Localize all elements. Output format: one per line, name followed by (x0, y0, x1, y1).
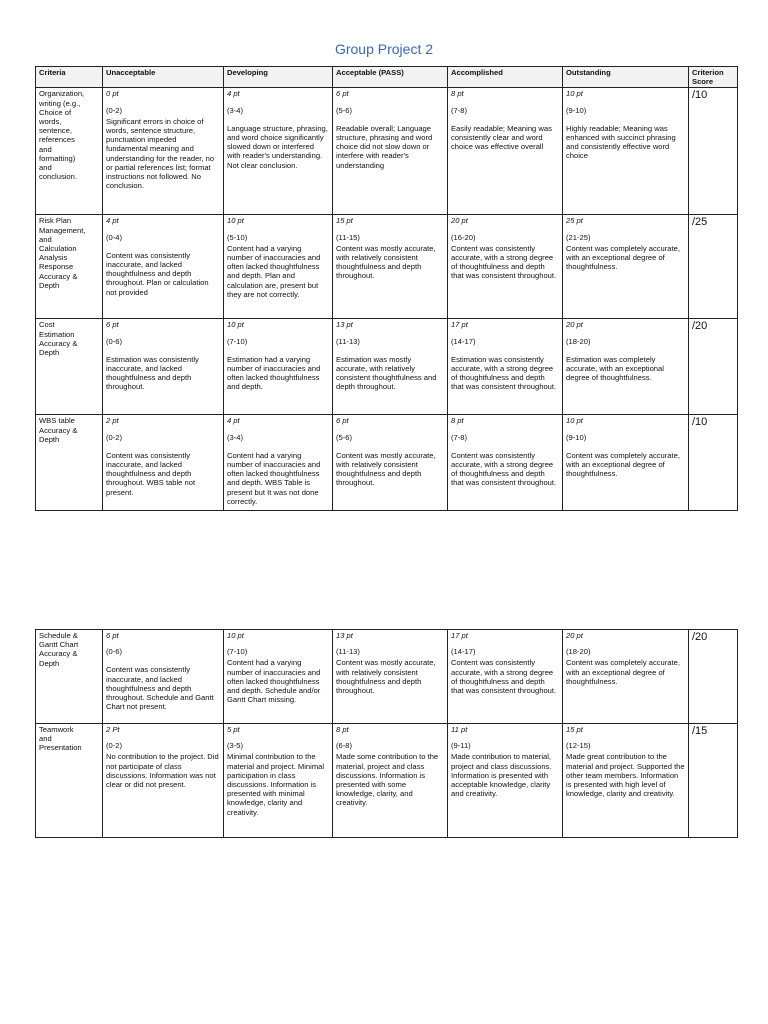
rating-description: Highly readable; Meaning was enhanced with succinct phrasing and consistently effective word choice (566, 123, 676, 161)
points-label: 15 pt (336, 216, 353, 226)
criteria-line: and (39, 163, 52, 173)
points-label: 10 pt (227, 216, 244, 226)
rating-cell-accomplished (448, 724, 563, 838)
points-label: 4 pt (227, 416, 240, 426)
rating-cell-acceptable (333, 415, 448, 511)
rating-description: Minimal contribution to the material and project. Minimal participation in class discussions. Information is presented with minimal knowledge, clarity and creativity. (227, 752, 325, 817)
points-range: (11-13) (336, 336, 360, 346)
rating-description: Estimation was completely accurate, with an exceptional degree of thoughtfulness. (566, 354, 664, 383)
points-label: 25 pt (566, 216, 583, 226)
points-range: (14-17) (451, 336, 476, 346)
points-range: (14-17) (451, 647, 476, 657)
criteria-line: Depth (39, 348, 60, 358)
rating-cell-outstanding (563, 415, 689, 511)
criteria-line: conclusion. (39, 172, 77, 182)
rating-cell-unacceptable (103, 415, 224, 511)
rubric-table-bottom (35, 629, 738, 838)
rating-description: Content was consistently inaccurate, and lacked thoughtfulness and depth throughout. Schedule and Gantt Chart not present. (106, 665, 214, 712)
criteria-cell (36, 415, 103, 511)
criterion-score: /25 (689, 215, 738, 319)
criteria-line: Accuracy & (39, 338, 78, 348)
points-label: 8 pt (336, 725, 349, 734)
criteria-line: Estimation (39, 329, 75, 339)
rating-description: Estimation was consistently inaccurate, and lacked thoughtfulness and depth throughout. (106, 354, 199, 392)
rating-description: Content was completely accurate, with an exceptional degree of thoughtfulness. (566, 243, 680, 272)
criterion-score: /10 (689, 88, 738, 215)
col-header-unacceptable: Unacceptable (103, 67, 224, 88)
rating-description: Content was completely accurate, with an exceptional degree of thoughtfulness. (566, 658, 680, 686)
rating-description: Made contribution to material, project and class discussions. Information is presented with acceptable knowledge, clarity and creativity. (451, 752, 552, 799)
points-label: 10 pt (227, 631, 244, 640)
col-header-acceptable: Acceptable (PASS) (333, 67, 448, 88)
points-label: 20 pt (451, 216, 468, 226)
rating-description: Content was consistently inaccurate, and lacked thoughtfulness and depth throughout. Plan or calculation not provided (106, 250, 209, 297)
points-range: (11-13) (336, 647, 360, 657)
table-row (36, 215, 738, 319)
criteria-line: and (39, 234, 52, 244)
criteria-cell (36, 724, 103, 838)
points-range: (3-4) (227, 105, 244, 115)
criteria-line: Depth (39, 434, 60, 444)
table-row (36, 630, 738, 724)
criterion-score: /20 (689, 630, 738, 724)
rating-cell-acceptable (333, 319, 448, 415)
criterion-score: /15 (689, 724, 738, 838)
points-range: (0-6) (106, 336, 123, 346)
criteria-line: Teamwork (39, 725, 74, 734)
points-range: (12-15) (566, 741, 591, 751)
points-label: 13 pt (336, 631, 353, 640)
rating-cell-developing (224, 630, 333, 724)
points-range: (6-8) (336, 741, 353, 751)
points-label: 10 pt (227, 320, 244, 330)
criteria-line: Depth (39, 658, 60, 668)
points-range: (0-4) (106, 232, 123, 242)
rating-description: Readable overall; Language structure, phrasing and word choice did not slow down or interfere with reader's understanding (336, 123, 433, 170)
criteria-line: Accuracy & (39, 425, 78, 435)
points-label: 6 pt (336, 416, 349, 426)
rating-cell-unacceptable (103, 88, 224, 215)
points-label: 6 pt (336, 89, 349, 99)
rating-cell-outstanding (563, 215, 689, 319)
rating-description: Estimation was consistently accurate, with a strong degree of thoughtfulness and depth that was consistent throughout. (451, 354, 557, 392)
points-label: 10 pt (566, 416, 583, 426)
points-range: (7-10) (227, 336, 248, 346)
rating-cell-acceptable (333, 724, 448, 838)
criteria-line: and (39, 734, 52, 744)
points-label: 2 pt (106, 416, 119, 426)
rating-cell-outstanding (563, 630, 689, 724)
points-range: (5-6) (336, 105, 353, 115)
points-range: (9-10) (566, 105, 587, 115)
rating-description: Content was completely accurate, with an exceptional degree of thoughtfulness. (566, 450, 680, 479)
rating-cell-accomplished (448, 319, 563, 415)
points-range: (3-5) (227, 741, 244, 751)
points-label: 2 Pt (106, 725, 120, 734)
criteria-line: references (39, 135, 75, 145)
rating-cell-outstanding (563, 88, 689, 215)
rating-cell-outstanding (563, 319, 689, 415)
rating-description: Content had a varying number of inaccuracies and often lacked thoughtfulness and depth. WBS Table is present but It was not done correctly. (227, 450, 321, 506)
table-row (36, 724, 738, 838)
points-range: (18-20) (566, 336, 591, 346)
rating-description: Content was mostly accurate, with relatively consistent thoughtfulness and depth throughout. (336, 658, 436, 696)
points-range: (16-20) (451, 232, 476, 242)
rating-description: Significant errors in choice of words, sentence structure, punctuation impeded fundamental meaning and understanding for the reader, no or partial references list; format instructions not followed. No conclusion. (106, 116, 215, 191)
points-label: 11 pt (451, 725, 468, 734)
points-range: (5-6) (336, 432, 353, 442)
points-label: 0 pt (106, 89, 119, 99)
rating-cell-acceptable (333, 215, 448, 319)
criteria-line: WBS table (39, 416, 75, 426)
points-range: (7-10) (227, 647, 248, 657)
rating-description: Content was consistently accurate, with a strong degree of thoughtfulness and depth that was consistent throughout. (451, 658, 557, 696)
points-label: 6 pt (106, 320, 119, 330)
rating-description: Made some contribution to the material, project and class discussions. Information is presented with some knowledge, clarity, and creativity. (336, 752, 439, 808)
points-range: (9-11) (451, 741, 471, 751)
points-range: (0-6) (106, 647, 123, 657)
criteria-line: Schedule & (39, 631, 78, 640)
criteria-line: Risk Plan (39, 216, 72, 226)
criteria-line: sentence, (39, 126, 72, 136)
points-range: (3-4) (227, 432, 244, 442)
points-range: (0-2) (106, 741, 123, 751)
criteria-line: Presentation (39, 743, 82, 753)
points-label: 20 pt (566, 631, 583, 640)
criteria-line: Accuracy & (39, 649, 78, 659)
rating-cell-developing (224, 88, 333, 215)
criteria-line: Response (39, 262, 74, 272)
rating-description: Made great contribution to the material and project. Supported the other team members. Information is presented with high level of knowledge, clarity and creativity. (566, 752, 685, 799)
criteria-line: Calculation (39, 244, 77, 254)
rating-description: Content had a varying number of inaccuracies and often lacked thoughtfulness and depth. Plan and calculation are, present but they are not correctly. (227, 243, 321, 299)
rating-cell-accomplished (448, 630, 563, 724)
rating-cell-accomplished (448, 215, 563, 319)
rating-cell-accomplished (448, 88, 563, 215)
points-label: 8 pt (451, 89, 464, 99)
rating-description: No contribution to the project. Did not participate of class discussions. Information was not clear or did not present. (106, 752, 219, 790)
table-row (36, 88, 738, 215)
points-range: (0-2) (106, 105, 123, 115)
criteria-cell (36, 215, 103, 319)
criteria-line: writing (e.g., (39, 98, 81, 108)
points-label: 10 pt (566, 89, 583, 99)
rating-cell-developing (224, 215, 333, 319)
criteria-cell (36, 319, 103, 415)
criteria-cell (36, 630, 103, 724)
rating-description: Content was consistently accurate, with a strong degree of thoughtfulness and depth that was consistent throughout. (451, 450, 557, 488)
criteria-line: words, (39, 117, 62, 127)
points-range: (7-8) (451, 105, 468, 115)
criteria-line: Organization, (39, 89, 85, 99)
header-row (36, 67, 738, 88)
criteria-line: Analysis (39, 253, 68, 263)
col-header-outstanding: Outstanding (563, 67, 689, 88)
criteria-line: Cost (39, 320, 55, 330)
rating-description: Content was consistently inaccurate, and lacked thoughtfulness and depth throughout. WBS table not present. (106, 450, 196, 497)
rating-cell-developing (224, 724, 333, 838)
col-header-developing: Developing (224, 67, 333, 88)
rating-description: Estimation had a varying number of inaccuracies and often lacked thoughtfulness and depth. (227, 354, 321, 392)
points-range: (7-8) (451, 432, 468, 442)
table-row (36, 415, 738, 511)
points-range: (5-10) (227, 232, 248, 242)
points-label: 6 pt (106, 631, 119, 640)
rating-description: Easily readable; Meaning was consistently clear and word choice was effective overall (451, 123, 552, 152)
col-header-criteria: Criteria (36, 67, 103, 88)
points-label: 4 pt (106, 216, 119, 226)
points-label: 20 pt (566, 320, 583, 330)
points-label: 13 pt (336, 320, 353, 330)
points-range: (18-20) (566, 647, 591, 657)
rating-cell-acceptable (333, 88, 448, 215)
points-label: 17 pt (451, 631, 468, 640)
rating-description: Content was mostly accurate, with relatively consistent thoughtfulness and depth throughout. (336, 450, 436, 488)
rating-description: Content was consistently accurate, with a strong degree of thoughtfulness and depth that was consistent throughout. (451, 243, 557, 281)
criterion-score: /10 (689, 415, 738, 511)
criteria-line: Depth (39, 280, 60, 290)
rating-description: Estimation was mostly accurate, with relatively consistent thoughtfulness and depth throughout. (336, 354, 437, 392)
rating-description: Content was mostly accurate, with relatively consistent thoughtfulness and depth throughout. (336, 243, 436, 281)
rating-cell-developing (224, 415, 333, 511)
rating-cell-unacceptable (103, 724, 224, 838)
col-header-criterion-score: Criterion Score (689, 67, 738, 88)
points-range: (0-2) (106, 432, 123, 442)
criteria-line: Gantt Chart (39, 640, 79, 650)
criteria-line: and (39, 144, 52, 154)
points-label: 15 pt (566, 725, 583, 734)
points-label: 8 pt (451, 416, 464, 426)
rating-cell-developing (224, 319, 333, 415)
rating-cell-unacceptable (103, 215, 224, 319)
rating-description: Content had a varying number of inaccuracies and often lacked thoughtfulness and depth. Schedule and/or Gantt Chart missing. (227, 658, 321, 705)
criteria-line: formatting) (39, 153, 76, 163)
criteria-cell (36, 88, 103, 215)
rating-cell-unacceptable (103, 319, 224, 415)
criteria-line: Accuracy & (39, 271, 78, 281)
criteria-line: Management, (39, 225, 86, 235)
rating-cell-acceptable (333, 630, 448, 724)
points-label: 5 pt (227, 725, 240, 734)
points-range: (11-15) (336, 232, 360, 242)
points-range: (21-25) (566, 232, 591, 242)
criteria-line: Choice of (39, 107, 72, 117)
points-label: 4 pt (227, 89, 240, 99)
rating-description: Language structure, phrasing, and word choice significantly slowed down or interfered with reader's understanding. Not clear conclusion. (227, 123, 328, 170)
rating-cell-unacceptable (103, 630, 224, 724)
rubric-table-top (35, 66, 738, 511)
table-row (36, 319, 738, 415)
rating-cell-accomplished (448, 415, 563, 511)
points-range: (9-10) (566, 432, 587, 442)
col-header-accomplished: Accomplished (448, 67, 563, 88)
page-title: Group Project 2 (334, 41, 434, 57)
points-label: 17 pt (451, 320, 468, 330)
criterion-score: /20 (689, 319, 738, 415)
rating-cell-outstanding (563, 724, 689, 838)
